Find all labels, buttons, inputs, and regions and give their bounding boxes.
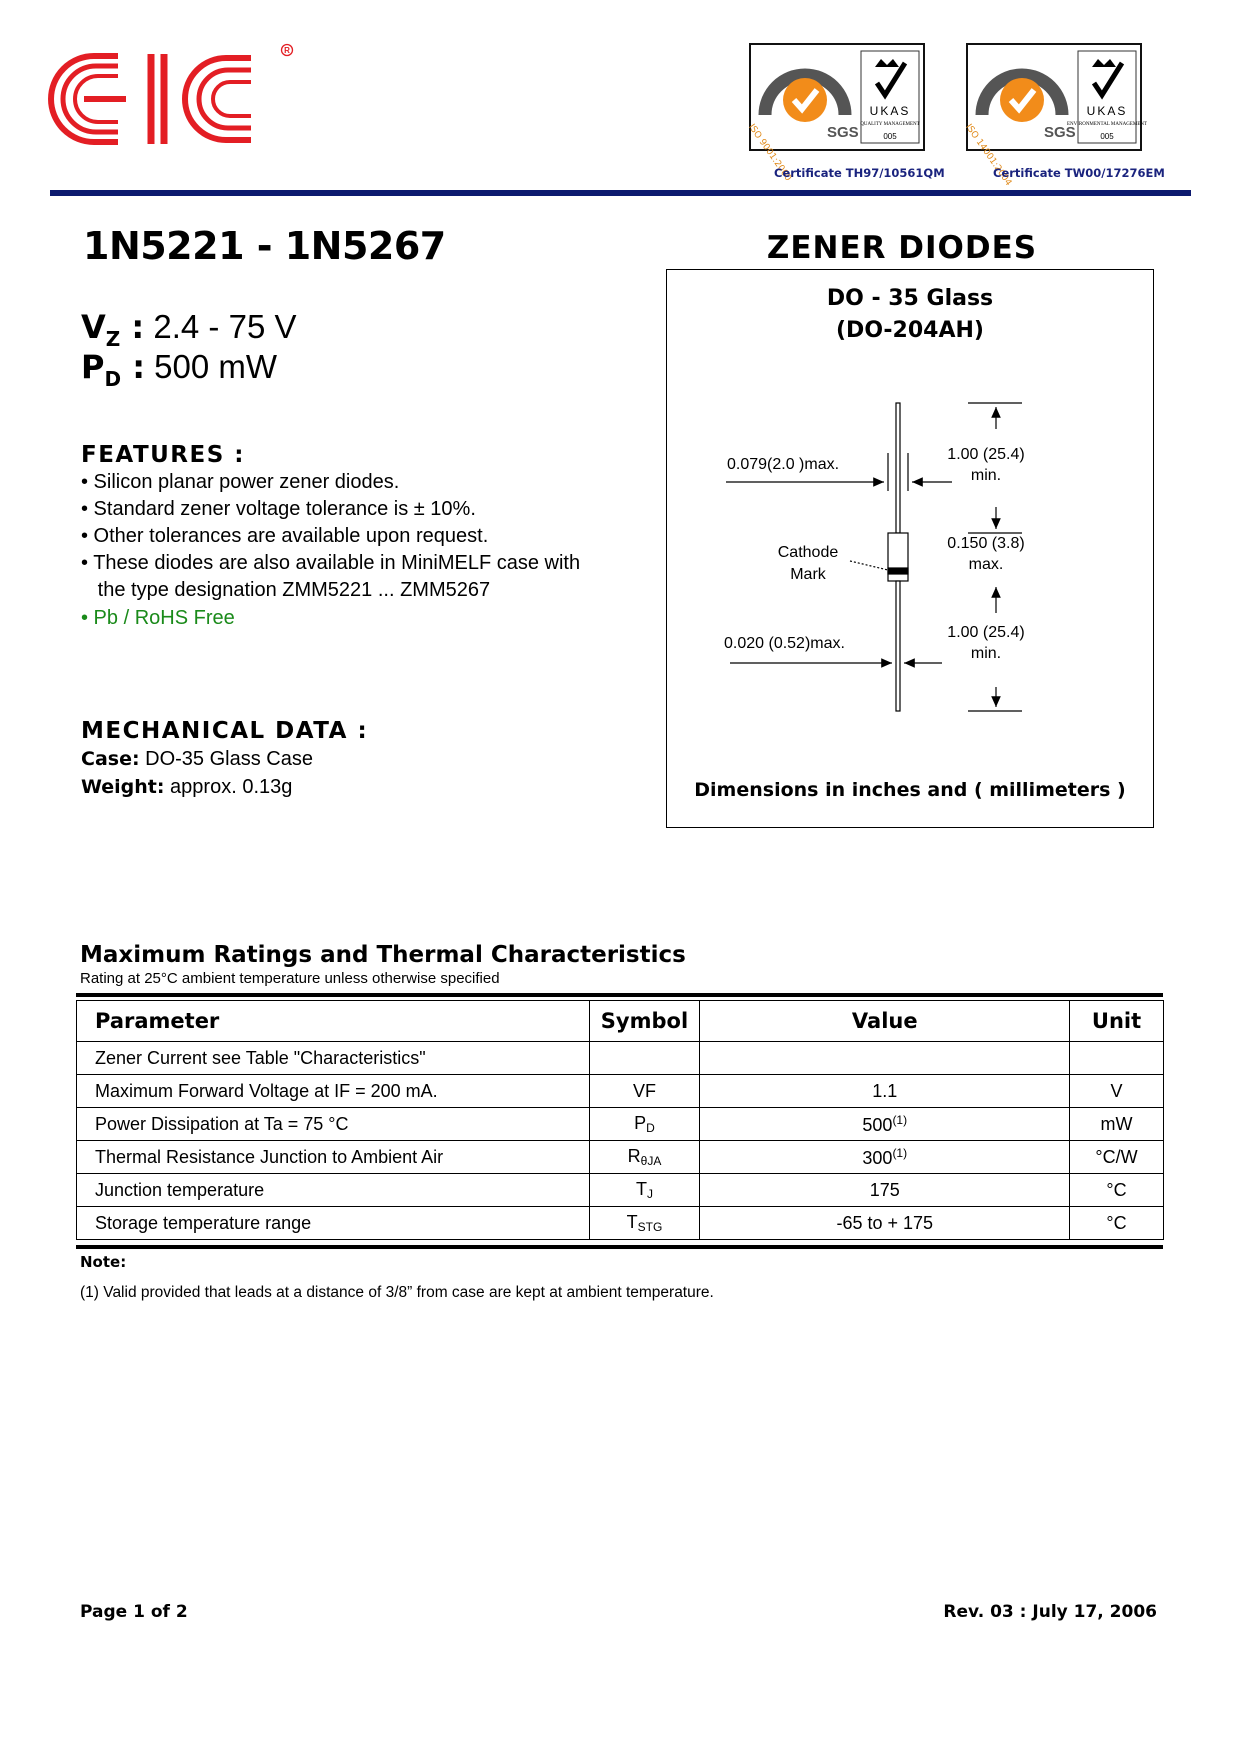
- certificate-number-environmental: Certificate TW00/17276EM: [993, 166, 1165, 180]
- maximum-ratings-table: [76, 1000, 1164, 1240]
- table-row: [77, 1042, 1164, 1075]
- unit-cell: °C: [1070, 1174, 1164, 1207]
- svg-text:005: 005: [1100, 132, 1114, 141]
- table-row: [77, 1141, 1164, 1174]
- svg-text:ENVIRONMENTAL MANAGEMENT: ENVIRONMENTAL MANAGEMENT: [1066, 122, 1148, 127]
- table-row: [77, 1174, 1164, 1207]
- symbol-cell: $T_{STG}$: [589, 1207, 700, 1240]
- zener-voltage-spec: $V_Z$ : 2.4 - 75 V: [81, 308, 297, 351]
- unit-cell: V: [1070, 1075, 1164, 1108]
- table-row: [77, 1075, 1164, 1108]
- column-header: Unit: [1070, 1001, 1164, 1042]
- value-cell: 300$^{(1)}$: [700, 1141, 1070, 1174]
- lead-diameter-dimension: 0.020 (0.52)max.: [724, 635, 845, 652]
- column-header: Symbol: [589, 1001, 700, 1042]
- value-cell: 1.1: [700, 1075, 1070, 1108]
- part-number-title: 1N5221 - 1N5267: [83, 224, 446, 268]
- parameter-cell: Thermal Resistance Junction to Ambient Air: [77, 1141, 590, 1174]
- symbol-cell: VF: [589, 1075, 700, 1108]
- svg-text:R: R: [284, 46, 290, 55]
- certificate-number-quality: Certificate TH97/10561QM: [774, 166, 945, 180]
- rohs-feature-item: • Pb / RoHS Free: [81, 607, 235, 629]
- ratings-title: Maximum Ratings and Thermal Characteristics: [80, 942, 686, 968]
- top-lead-length-dimension: 1.00 (25.4): [947, 446, 1025, 463]
- table-row: [77, 1108, 1164, 1141]
- column-header: Parameter: [77, 1001, 590, 1042]
- value-cell: -65 to + 175: [700, 1207, 1070, 1240]
- revision-date: Rev. 03 : July 17, 2006: [943, 1602, 1157, 1622]
- feature-item: • Other tolerances are available upon request.: [81, 525, 489, 547]
- feature-item: • Silicon planar power zener diodes.: [81, 471, 400, 493]
- symbol-cell: $T_J$: [589, 1174, 700, 1207]
- value-cell: 175: [700, 1174, 1070, 1207]
- column-header: Value: [700, 1001, 1070, 1042]
- feature-item: • Standard zener voltage tolerance is ± 10%.: [81, 498, 476, 520]
- parameter-cell: Junction temperature: [77, 1174, 590, 1207]
- symbol-cell: $R_{\theta JA}$: [589, 1141, 700, 1174]
- device-type-title: ZENER DIODES: [766, 230, 1038, 266]
- bottom-lead-length-min: min.: [970, 645, 1002, 662]
- body-length-max: max.: [968, 556, 1004, 573]
- unit-cell: °C/W: [1070, 1141, 1164, 1174]
- top-lead-length-min: min.: [970, 467, 1002, 484]
- svg-text:005: 005: [883, 132, 897, 141]
- table-row: [77, 1207, 1164, 1240]
- table-header-row: [77, 1001, 1164, 1042]
- symbol-cell: $P_D$: [589, 1108, 700, 1141]
- dimensions-caption: Dimensions in inches and ( millimeters ): [694, 779, 1126, 801]
- svg-text:SGS: SGS: [827, 124, 859, 141]
- header-divider: [50, 190, 1191, 196]
- parameter-cell: Storage temperature range: [77, 1207, 590, 1240]
- power-dissipation-spec: $P_D$ : 500 mW: [81, 348, 278, 391]
- parameter-cell: Maximum Forward Voltage at IF = 200 mA.: [77, 1075, 590, 1108]
- svg-text:ISO 14001:2004: ISO 14001:2004: [963, 122, 1014, 188]
- do35-package-drawing: [666, 269, 1154, 769]
- svg-text:SGS: SGS: [1044, 124, 1076, 141]
- note-heading: Note:: [80, 1253, 127, 1271]
- body-length-dimension: 0.150 (3.8): [947, 535, 1025, 552]
- feature-item: • These diodes are also available in MiniMELF case with: [81, 552, 581, 574]
- page-number: Page 1 of 2: [80, 1602, 188, 1622]
- feature-item: the type designation ZMM5221 ... ZMM5267: [81, 579, 491, 601]
- mechanical-data-heading: MECHANICAL DATA :: [81, 718, 369, 744]
- bottom-lead-length-dimension: 1.00 (25.4): [947, 624, 1025, 641]
- note-1-text: (1) Valid provided that leads at a distance of 3/8” from case are kept at ambient temperature.: [80, 1284, 714, 1301]
- symbol-cell: [589, 1042, 700, 1075]
- cathode-mark-label-2: Mark: [790, 566, 826, 583]
- body-diameter-dimension: 0.079(2.0 )max.: [727, 456, 840, 473]
- weight-spec: Weight: approx. 0.13g: [81, 776, 293, 798]
- parameter-cell: Power Dissipation at Ta = 75 °C: [77, 1108, 590, 1141]
- package-jedec-name: (DO-204AH): [836, 318, 984, 343]
- svg-text:UKAS: UKAS: [869, 104, 911, 118]
- table-bottom-rule: [76, 1245, 1163, 1249]
- parameter-cell: Zener Current see Table "Characteristics": [77, 1042, 590, 1075]
- package-name: DO - 35 Glass: [826, 286, 994, 311]
- ratings-subtitle: Rating at 25°C ambient temperature unless otherwise specified: [80, 970, 500, 987]
- eic-logo: [56, 44, 301, 154]
- cathode-mark-label: Cathode: [777, 544, 839, 561]
- unit-cell: mW: [1070, 1108, 1164, 1141]
- case-spec: Case: DO-35 Glass Case: [81, 748, 313, 770]
- svg-text:ISO 9001:2000: ISO 9001:2000: [746, 122, 793, 184]
- value-cell: [700, 1042, 1070, 1075]
- table-top-rule: [76, 993, 1163, 997]
- unit-cell: °C: [1070, 1207, 1164, 1240]
- svg-text:UKAS: UKAS: [1086, 104, 1128, 118]
- unit-cell: [1070, 1042, 1164, 1075]
- value-cell: 500$^{(1)}$: [700, 1108, 1070, 1141]
- features-heading: FEATURES :: [81, 442, 245, 468]
- svg-text:QUALITY MANAGEMENT: QUALITY MANAGEMENT: [860, 122, 920, 127]
